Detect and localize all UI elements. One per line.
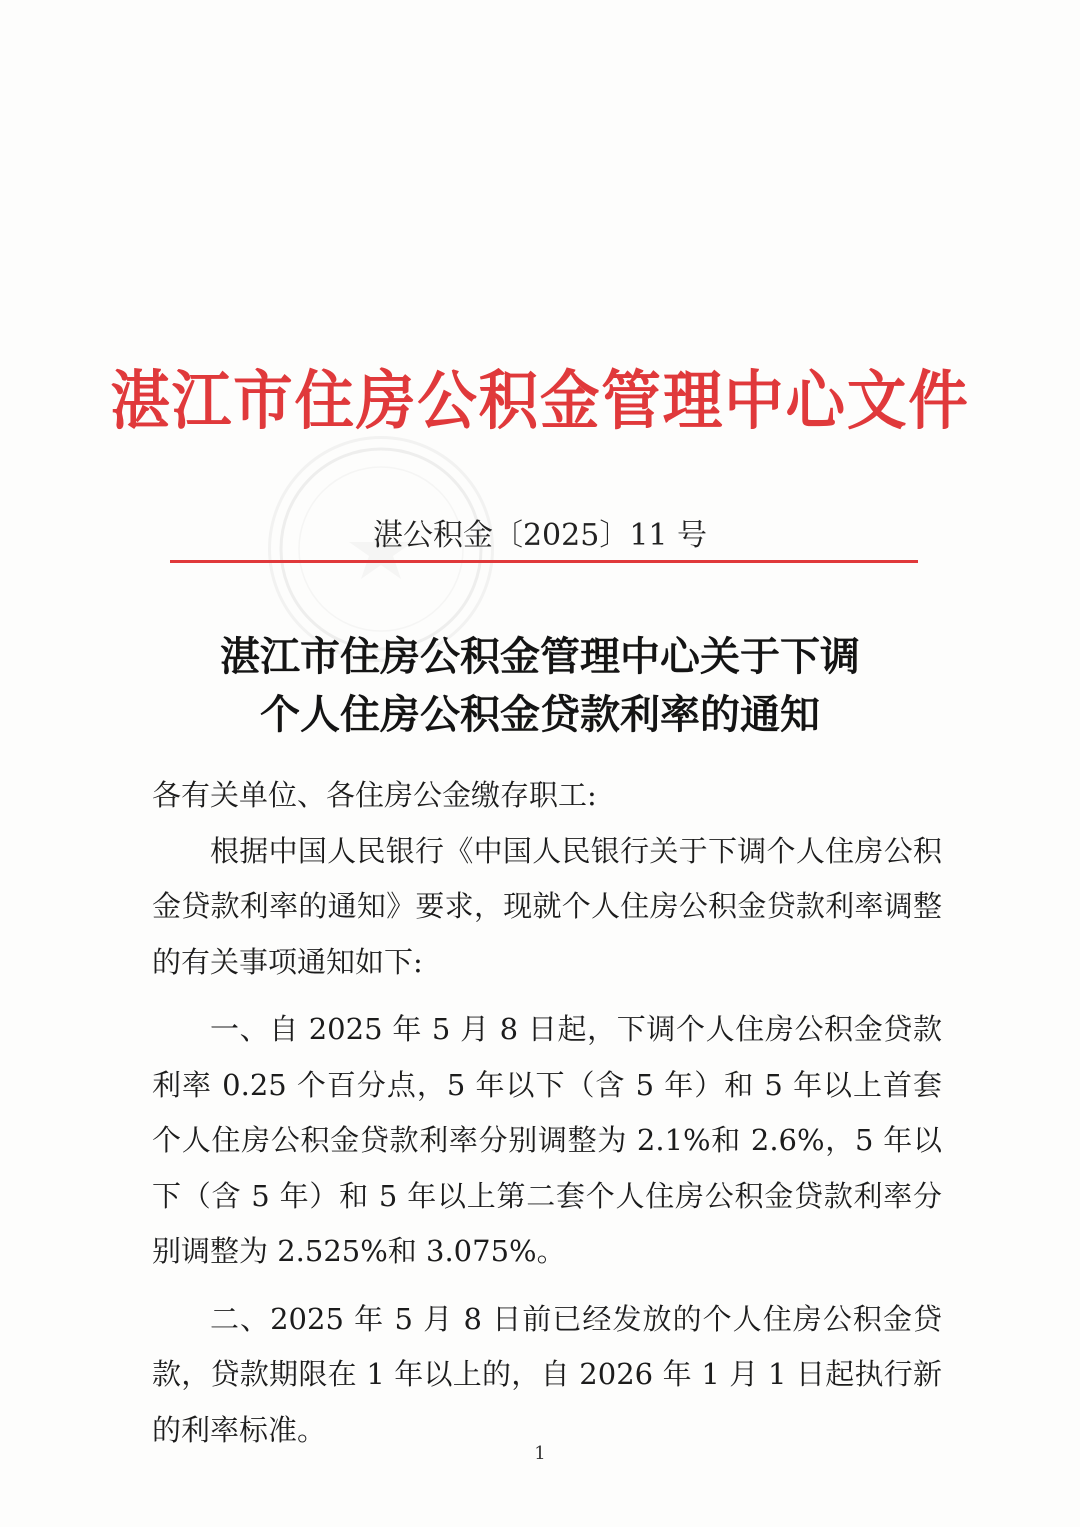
- issuer-header-title: 湛江市住房公积金管理中心文件: [110, 365, 970, 439]
- page-number: 1: [534, 1443, 546, 1464]
- notice-title: [0, 628, 1080, 744]
- red-divider-line: [170, 560, 918, 563]
- notice-body: [152, 768, 942, 1458]
- intro-paragraph: 根据中国人民银行《中国人民银行关于下调个人住房公积金贷款利率的通知》要求，现就个人住房公积金贷款利率调整的有关事项通知如下:: [152, 833, 942, 979]
- notice-title-line-1: 湛江市住房公积金管理中心关于下调: [220, 633, 860, 680]
- item-2-paragraph: 二、2025 年 5 月 8 日前已经发放的个人住房公积金贷款，贷款期限在 1 年以上的，自 2026 年 1 月 1 日起执行新的利率标准。: [152, 1301, 942, 1447]
- notice-title-line-2: 个人住房公积金贷款利率的通知: [260, 691, 820, 738]
- item-1-paragraph: 一、自 2025 年 5 月 8 日起，下调个人住房公积金贷款利率 0.25 个百分点，5 年以下（含 5 年）和 5 年以上首套个人住房公积金贷款利率分别调整为 2.1%和 2.6%，5 年以下（含 5 年）和 5 年以上第二套个人住房公积金贷款利率分别调整为 2.525%和 3.075%。: [152, 1012, 942, 1268]
- salutation: 各有关单位、各住房公金缴存职工:: [152, 778, 597, 812]
- document-number: 湛公积金〔2025〕11 号: [372, 518, 708, 553]
